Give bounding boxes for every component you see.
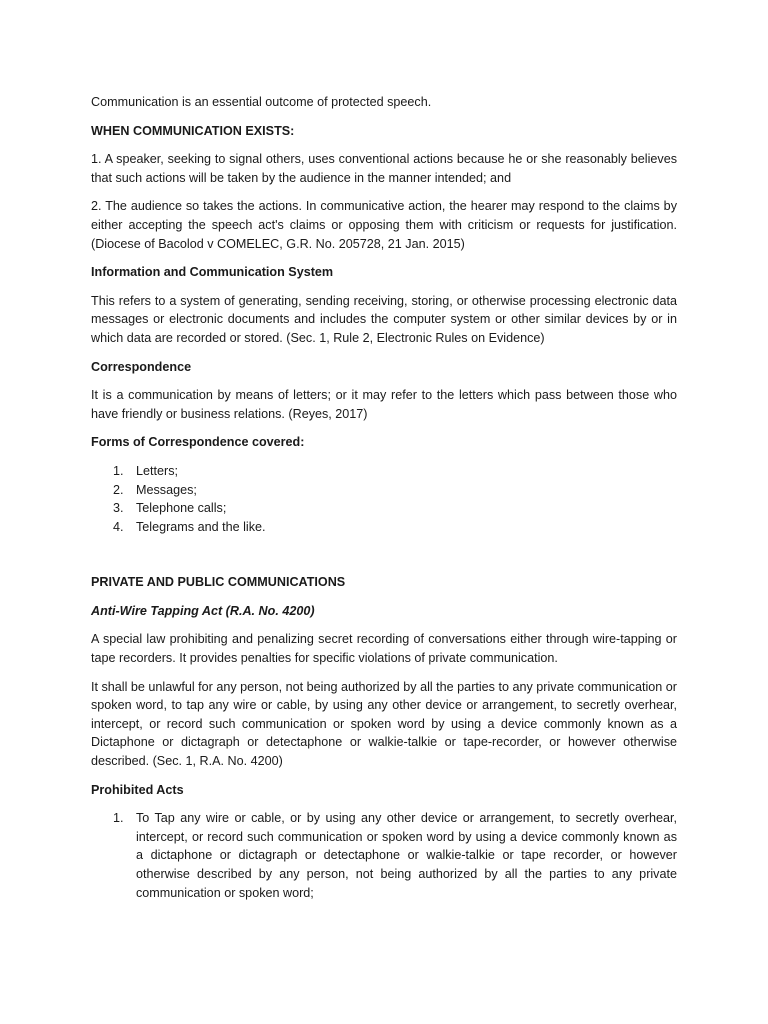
anti-wire-tapping-heading: Anti-Wire Tapping Act (R.A. No. 4200): [91, 603, 315, 618]
prohibited-list: [91, 809, 677, 902]
when-item-1: 1. A speaker, seeking to signal others, uses conventional actions because he or she reasonably believes that such actions will be taken by the audience in the manner intended; and: [91, 152, 677, 185]
correspondence-paragraph: It is a communication by means of letters; or it may refer to the letters which pass between those who have friendly or business relations. (Reyes, 2017): [91, 388, 677, 421]
document-body: [91, 93, 677, 912]
list-item: 1. To Tap any wire or cable, or by using any other device or arrangement, to secretly overhear, intercept, or record such communication or spoken word by using a device commonly known as a dictaphone or dictagraph or detectaphone or walkie-talkie or tape recorder, or however otherwise described by any person, not being authorized by all the parties to any private communication or spoken word;: [113, 811, 677, 900]
list-item: 4. Telegrams and the like.: [113, 519, 266, 534]
ics-paragraph: This refers to a system of generating, sending receiving, storing, or otherwise processing electronic data messages or electronic documents and includes the computer system or other similar devices by or in which data are recorded or stored. (Sec. 1, Rule 2, Electronic Rules on Evidence): [91, 293, 677, 345]
prohibited-acts-heading: Prohibited Acts: [91, 782, 184, 797]
intro-paragraph: Communication is an essential outcome of protected speech.: [91, 95, 432, 109]
section-spacer: [91, 546, 677, 573]
list-item: 1. Letters;: [113, 463, 178, 478]
ics-heading: Information and Communication System: [91, 265, 334, 280]
forms-list: [91, 462, 677, 536]
list-item: 3. Telephone calls;: [113, 501, 227, 516]
awt-paragraph-1: A special law prohibiting and penalizing secret recording of conversations either through wire-tapping or tape recorders. It provides penalties for specific violations of private communication.: [91, 632, 677, 666]
correspondence-heading: Correspondence: [91, 359, 192, 374]
when-communication-exists-heading: WHEN COMMUNICATION EXISTS:: [91, 123, 295, 138]
forms-heading: Forms of Correspondence covered:: [91, 435, 305, 450]
when-item-2: 2. The audience so takes the actions. In communicative action, the hearer may respond to the claims by either accepting the speech act's claims or opposing them with criticism or requests for justification. (Diocese of Bacolod v COMELEC, G.R. No. 205728, 21 Jan. 2015): [91, 199, 677, 251]
private-public-heading: PRIVATE AND PUBLIC COMMUNICATIONS: [91, 575, 346, 590]
list-item: 2. Messages;: [113, 482, 197, 497]
awt-paragraph-2: It shall be unlawful for any person, not being authorized by all the parties to any private communication or spoken word, to tap any wire or cable, by using any other device or arrangement, to secretly overhear, intercept, or record such communication or spoken word by using a device commonly known as a Dictaphone or dictagraph or detectaphone or walkie-talkie or tape-recorder, or however otherwise described. (Sec. 1, R.A. No. 4200): [91, 679, 677, 769]
